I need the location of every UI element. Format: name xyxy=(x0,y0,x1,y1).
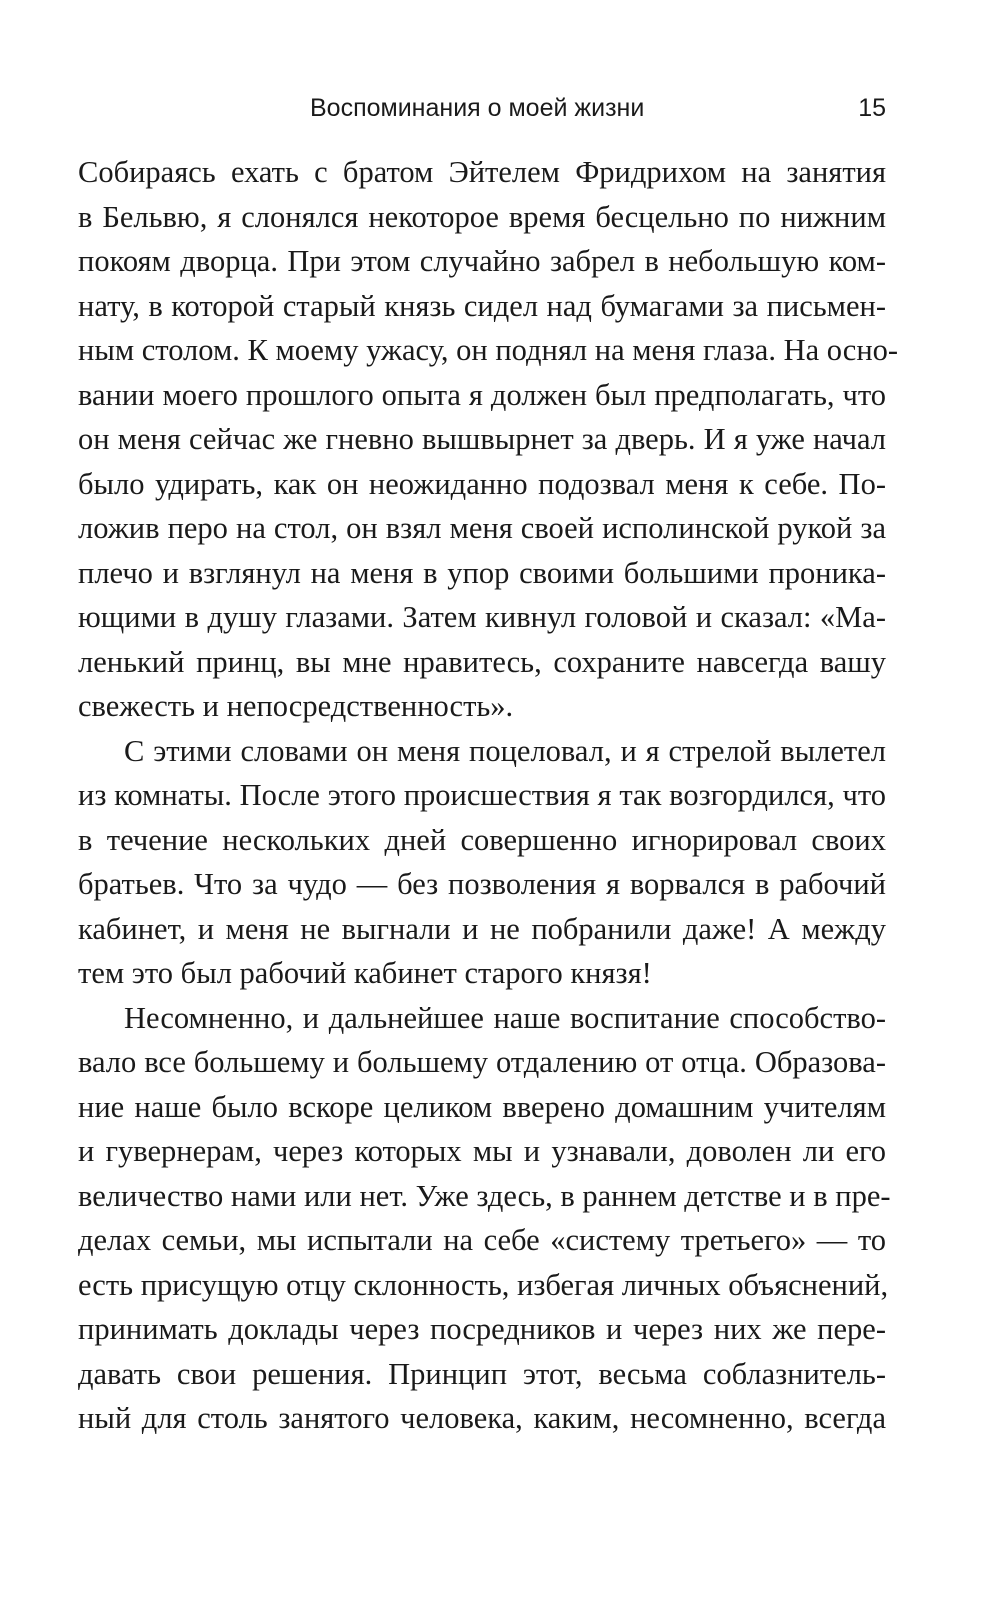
text-line: братьев. Что за чудо — без позволения я ворвался в рабочий xyxy=(78,867,886,901)
text-line: ложив перо на стол, он взял меня своей исполинской рукой за xyxy=(78,511,886,545)
text-line: ный для столь занятого человека, каким, несомненно, всегда xyxy=(78,1401,886,1435)
text-line: Собираясь ехать с братом Эйтелем Фридрихом на занятия xyxy=(78,155,886,189)
text-line: давать свои решения. Принцип этот, весьма соблазнитель- xyxy=(78,1356,886,1391)
text-line: было удирать, как он неожиданно подозвал меня к себе. По- xyxy=(78,466,886,501)
text-line: Несомненно, и дальнейшее наше воспитание способство- xyxy=(124,1000,886,1035)
text-line: ющими в душу глазами. Затем кивнул головой и сказал: «Ма- xyxy=(78,600,886,634)
text-line: есть присущую отцу склонность, избегая личных объяснений, xyxy=(78,1267,889,1302)
text-line: в течение нескольких дней совершенно игнорировал своих xyxy=(78,822,886,857)
body-text xyxy=(78,150,899,1441)
paragraph-3 xyxy=(78,996,891,1441)
text-line: кабинет, и меня не выгнали и не побранили даже! А между xyxy=(78,911,886,946)
text-line: ленький принц, вы мне нравитесь, сохраните навсегда вашу xyxy=(78,644,886,679)
paragraph-2 xyxy=(78,729,886,996)
text-line: плечо и взглянул на меня в упор своими большими проника- xyxy=(78,555,886,590)
paragraph-1 xyxy=(78,150,899,729)
text-line: вало все большему и большему отдалению от отца. Образова- xyxy=(78,1045,886,1079)
running-head xyxy=(78,88,886,128)
text-line: ным столом. К моему ужасу, он поднял на меня глаза. На осно- xyxy=(78,333,899,367)
text-line: тем это был рабочий кабинет старого князя! xyxy=(78,956,652,990)
text-line: С этими словами он меня поцеловал, и я стрелой вылетел xyxy=(124,733,886,768)
text-line: из комнаты. После этого происшествия я так возгордился, что xyxy=(78,778,886,812)
text-line: ние наше было вскоре целиком вверено домашним учителям xyxy=(78,1089,886,1124)
running-title: Воспоминания о моей жизни xyxy=(310,94,645,122)
text-line: вании моего прошлого опыта я должен был предполагать, что xyxy=(78,377,886,412)
text-line: свежесть и непосредственность». xyxy=(78,689,514,723)
text-line: нату, в которой старый князь сидел над бумагами за письмен- xyxy=(78,288,886,323)
text-line: величество нами или нет. Уже здесь, в раннем детстве и в пре- xyxy=(78,1178,891,1213)
text-line: принимать доклады через посредников и через них же пере- xyxy=(78,1312,886,1346)
page-number: 15 xyxy=(858,94,886,122)
text-line: делах семьи, мы испытали на себе «систему третьего» — то xyxy=(78,1223,886,1257)
text-line: и гувернерам, через которых мы и узнавали, доволен ли его xyxy=(78,1134,886,1168)
text-line: он меня сейчас же гневно вышвырнет за дверь. И я уже начал xyxy=(78,422,886,456)
text-line: покоям дворца. При этом случайно забрел в небольшую ком- xyxy=(78,244,886,278)
text-line: в Бельвю, я слонялся некоторое время бесцельно по нижним xyxy=(78,199,886,234)
